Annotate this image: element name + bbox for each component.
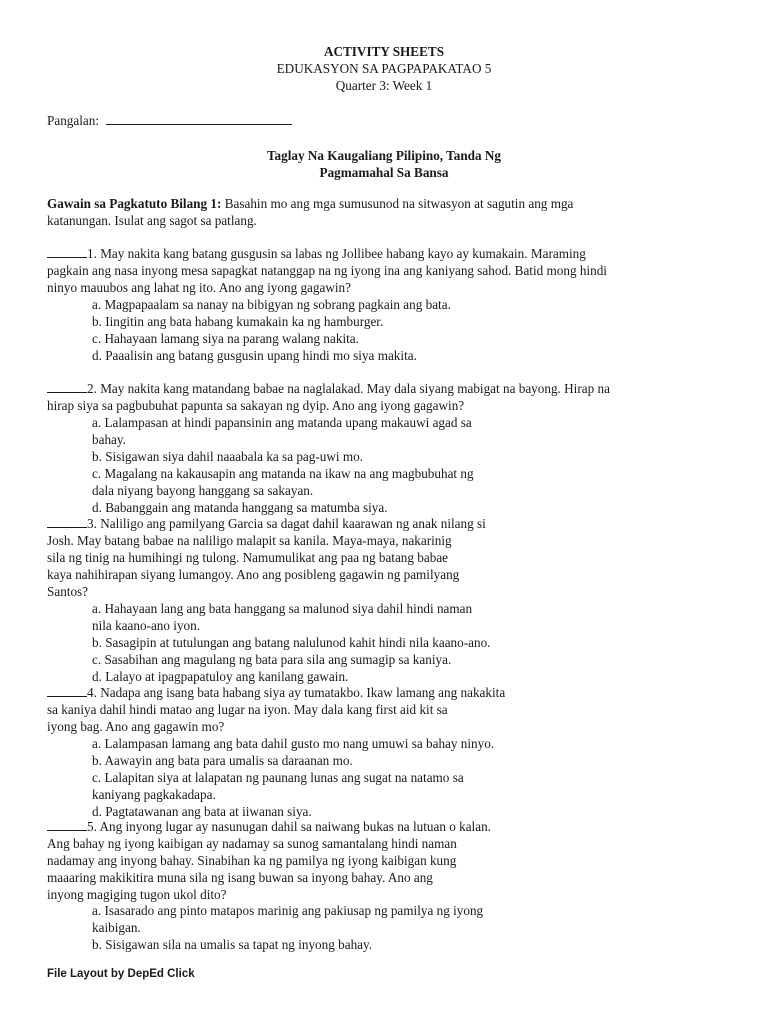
question-3-line: sila ng tinig na humihingi ng tulong. Namumulikat ang paa ng batang babae (47, 550, 449, 565)
choice-2b: b. Sisigawan siya dahil naaabala ka sa pag-uwi mo. (92, 449, 364, 464)
question-2-line: 2. May nakita kang matandang babae na naglalakad. May dala siyang mabigat na bayong. Hirap na (47, 380, 610, 397)
answer-blank-5[interactable] (47, 818, 87, 831)
question-3-line: kaya nahihirapan siyang lumangoy. Ano ang posibleng gagawin ng pamilyang (47, 567, 460, 582)
question-4-line: 4. Nadapa ang isang bata habang siya ay tumatakbo. Ikaw lamang ang nakakita (47, 684, 505, 701)
question-1-line: pagkain ang nasa inyong mesa sapagkat natanggap na ng iyong ina ang kaniyang sahod. Batid mong hindi (47, 263, 607, 278)
choice-3c: c. Sasabihan ang magulang ng bata para sila ang sumagip sa kaniya. (92, 652, 452, 667)
choice-1b: b. Iingitin ang bata habang kumakain ka ng hamburger. (92, 314, 384, 329)
choice-2a-cont: bahay. (92, 432, 126, 447)
choice-4d: d. Pagtatawanan ang bata at iiwanan siya. (92, 804, 312, 819)
subject-title: EDUKASYON SA PAGPAPAKATAO 5 (276, 61, 492, 76)
question-2-line: hirap siya sa pagbubuhat papunta sa sakayan ng dyip. Ano ang iyong gagawin? (47, 398, 465, 413)
question-3-line: 3. Naliligo ang pamilyang Garcia sa dagat dahil kaarawan ng anak nilang si (47, 515, 486, 532)
choice-3a-cont: nila kaano-ano iyon. (92, 618, 201, 633)
name-label: Pangalan: (47, 113, 100, 128)
answer-blank-1[interactable] (47, 245, 87, 258)
instructions-label: Gawain sa Pagkatuto Bilang 1: (47, 196, 222, 211)
choice-2a: a. Lalampasan at hindi papansinin ang matanda upang makauwi agad sa (92, 415, 472, 430)
lesson-title-line1: Taglay Na Kaugaliang Pilipino, Tanda Ng (266, 148, 502, 163)
question-1-line: 1. May nakita kang batang gusgusin sa labas ng Jollibee habang kayo ay kumakain. Maraming (47, 245, 586, 262)
question-4-line: iyong bag. Ano ang gagawin mo? (47, 719, 225, 734)
name-blank[interactable] (106, 112, 292, 125)
choice-2c-cont: dala niyang bayong hanggang sa sakayan. (92, 483, 314, 498)
sheet-title: ACTIVITY SHEETS (323, 44, 445, 59)
choice-2c: c. Magalang na kakausapin ang matanda na ikaw na ang magbubuhat ng (92, 466, 474, 481)
choice-4c-cont: kaniyang pagkakadapa. (92, 787, 216, 802)
choice-4c: c. Lalapitan siya at lalapatan ng paunang lunas ang sugat na natamo sa (92, 770, 464, 785)
choice-4b: b. Aawayin ang bata para umalis sa daraanan mo. (92, 753, 353, 768)
answer-blank-3[interactable] (47, 515, 87, 528)
question-4-line: sa kaniya dahil hindi matao ang lugar na iyon. May dala kang first aid kit sa (47, 702, 448, 717)
footer-credit: File Layout by DepEd Click (47, 968, 195, 980)
choice-1d: d. Paaalisin ang batang gusgusin upang hindi mo siya makita. (92, 348, 417, 363)
question-3-line: Santos? (47, 584, 89, 599)
choice-3b: b. Sasagipin at tutulungan ang batang nalulunod kahit hindi nila kaano-ano. (92, 635, 491, 650)
instructions-text: Basahin mo ang mga sumusunod na sitwasyon at sagutin ang mga (221, 196, 574, 211)
question-1-line: ninyo mauubos ang lahat ng ito. Ano ang iyong gagawin? (47, 280, 351, 295)
instructions-line2: katanungan. Isulat ang sagot sa patlang. (47, 213, 257, 228)
choice-3d: d. Lalayo at ipagpapatuloy ang kanilang gawain. (92, 669, 349, 684)
question-5-line: maaaring makikitira muna sila ng isang buwan sa inyong bahay. Ano ang (47, 870, 433, 885)
choice-5a-cont: kaibigan. (92, 920, 141, 935)
choice-3a: a. Hahayaan lang ang bata hanggang sa malunod siya dahil hindi naman (92, 601, 473, 616)
name-field (47, 112, 292, 129)
choice-4a: a. Lalampasan lamang ang bata dahil gusto mo nang umuwi sa bahay ninyo. (92, 736, 495, 751)
question-5-line: nadamay ang inyong bahay. Sinabihan ka ng pamilya ng iyong kaibigan kung (47, 853, 457, 868)
choice-1a: a. Magpapaalam sa nanay na bibigyan ng sobrang pagkain ang bata. (92, 297, 451, 312)
choice-5a: a. Isasarado ang pinto matapos marinig ang pakiusap ng pamilya ng iyong (92, 903, 484, 918)
quarter-week: Quarter 3: Week 1 (335, 78, 433, 93)
question-5-line: Ang bahay ng iyong kaibigan ay nadamay sa sunog samantalang hindi naman (47, 836, 457, 851)
choice-5b: b. Sisigawan sila na umalis sa tapat ng inyong bahay. (92, 937, 373, 952)
question-5-line: inyong magiging tugon ukol dito? (47, 887, 227, 902)
answer-blank-2[interactable] (47, 380, 87, 393)
lesson-title-line2: Pagmamahal Sa Bansa (319, 165, 449, 180)
answer-blank-4[interactable] (47, 684, 87, 697)
instructions-line1 (47, 195, 573, 212)
question-3-line: Josh. May batang babae na naliligo malapit sa kanila. Maya-maya, nakarinig (47, 533, 452, 548)
question-5-line: 5. Ang inyong lugar ay nasunugan dahil sa naiwang bukas na lutuan o kalan. (47, 818, 491, 835)
choice-1c: c. Hahayaan lamang siya na parang walang nakita. (92, 331, 359, 346)
choice-2d: d. Babanggain ang matanda hanggang sa matumba siya. (92, 500, 388, 515)
